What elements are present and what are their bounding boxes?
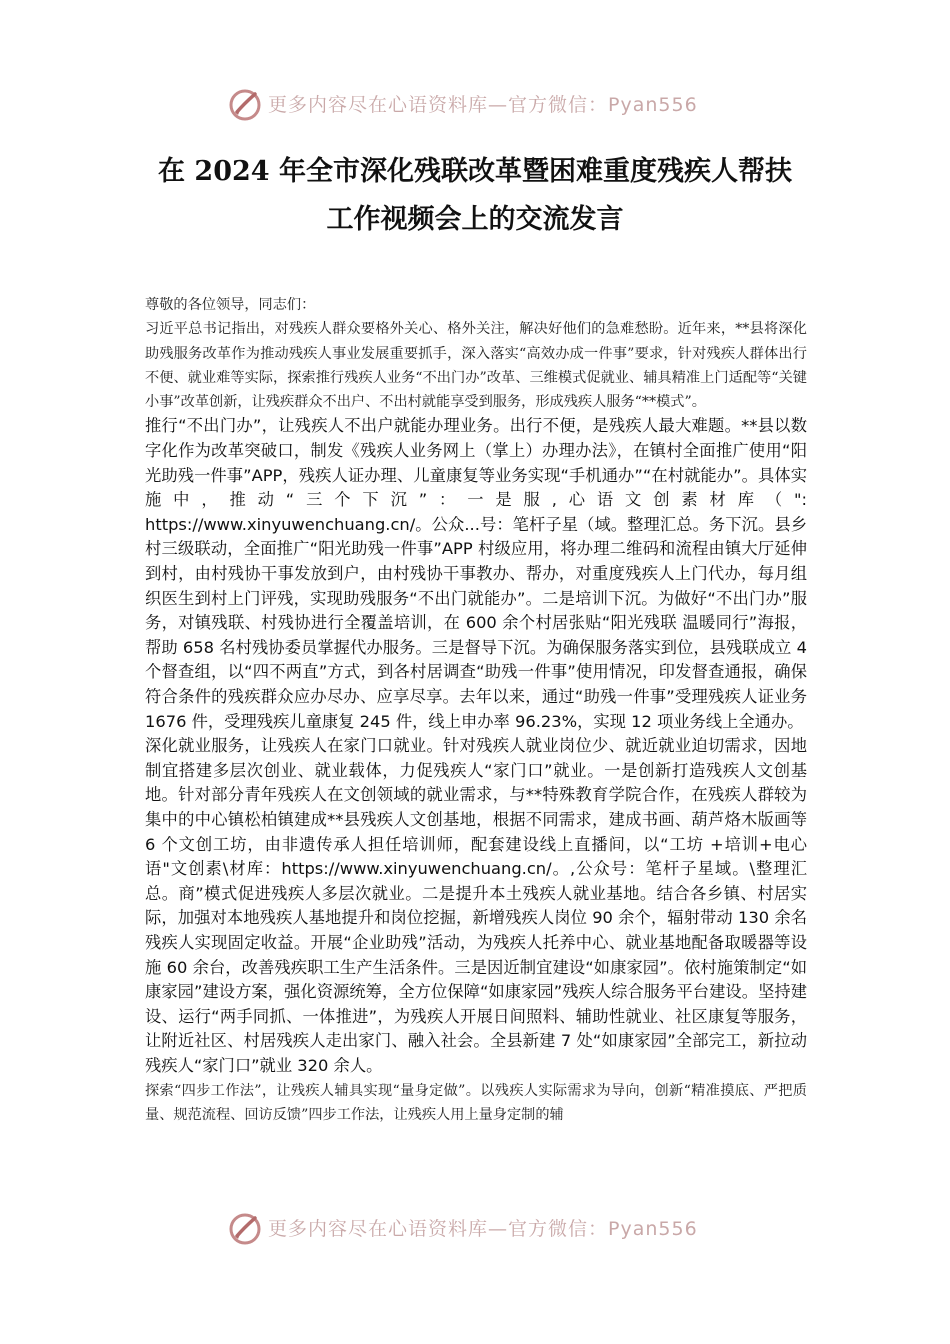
footer-banner: [0, 1210, 950, 1254]
paragraph-four-step: 探索“四步工作法”，让残疾人辅具实现“量身定做”。以残疾人实际需求为导向，创新“精准摸底、严把质量、规范流程、回访反馈”四步工作法，让残疾人用上量身定制的辅: [145, 1082, 807, 1123]
banner-text: 更多内容尽在心语资料库—官方微信：: [268, 1218, 609, 1240]
salutation: 尊敬的各位领导，同志们：: [145, 297, 316, 313]
header-banner: [0, 86, 950, 130]
wechat-id: Pyan556: [608, 1218, 698, 1240]
banner-text: 更多内容尽在心语资料库—官方微信：: [268, 94, 609, 116]
brush-logo-icon: [228, 1212, 262, 1246]
paragraph-remote-service: 推行“不出门办”，让残疾人不出户就能办理业务。出行不便，是残疾人最大难题。**县以数字化作为改革突破口，制发《残疾人业务网上（掌上）办理办法》，在镇村全面推广使用“阳光助残一件事”APP，残疾人证办理、儿童康复等业务实现“手机通办”“在村就能办”。具体实施中，推动“三个下沉”：一是服,心语文创素材库（": https://www.xinyuwenchuang.cn/。公众...号：笔杆子星（域。整理汇总。务下沉。县乡村三级联动，全面推广“阳光助残一件事”APP 村级应用，将办理二维码和流程由镇大厅延伸到村，由村残协干事发放到户，由村残协干事教办、帮办，对重度残疾人上门代办，每月组织医生到村上门评残，实现助残服务“不出门就能办”。二是培训下沉。为做好“不出门办”服务，对镇残联、村残协进行全覆盖培训，在 600 余个村居张贴“阳光残联 温暖同行”海报，帮助 658 名村残协委员掌握代办服务。三是督导下沉。为确保服务落实到位，县残联成立 4 个督查组，以“四不两直”方式，到各村居调查“助残一件事”使用情况，印发督查通报，确保符合条件的残疾群众应办尽办、应享尽享。去年以来，通过“助残一件事”受理残疾人证业务 1676 件，受理残疾儿童康复 245 件，线上申办率 96.23%，实现 12 项业务线上全通办。: [145, 416, 807, 731]
brush-logo-icon: [228, 88, 262, 122]
paragraph-employment: 深化就业服务，让残疾人在家门口就业。针对残疾人就业岗位少、就近就业迫切需求，因地制宜搭建多层次创业、就业载体，力促残疾人“家门口”就业。一是创新打造残疾人文创基地。针对部分青年残疾人在文创领域的就业需求，与**特殊教育学院合作，在残疾人群较为集中的中心镇松柏镇建成**县残疾人文创基地，根据不同需求，建成书画、葫芦烙木版画等 6 个文创工坊，由非遗传承人担任培训师，配套建设线上直播间，以“工坊 +培训+电心语"文创素\材库：https://www.xinyuwenchuang.cn/。,公众号：笔杆子星域。\整理汇总。商”模式促进残疾人多层次就业。二是提升本土残疾人就业基地。结合各乡镇、村居实际，加强对本地残疾人基地提升和岗位挖掘，新增残疾人岗位 90 余个，辐射带动 130 余名残疾人实现固定收益。开展“企业助残”活动，为残疾人托养中心、就业基地配备取暖器等设施 60 余台，改善残疾职工生产生活条件。三是因近制宜建设“如康家园”。依村施策制定“如康家园”建设方案，强化资源统筹，全方位保障“如康家园”残疾人综合服务平台建设。坚持建设、运行“两手同抓、一体推进”，为残疾人开展日间照料、辅助性就业、社区康复等服务，让附近社区、村居残疾人走出家门、融入社会。全县新建 7 处“如康家园”全部完工，新拉动残疾人“家门口”就业 320 余人。: [145, 736, 807, 1075]
paragraph-intro: 习近平总书记指出，对残疾人群众要格外关心、格外关注，解决好他们的急难愁盼。近年来，**县将深化助残服务改革作为推动残疾人事业发展重要抓手，深入落实“高效办成一件事”要求，针对残疾人群体出行不便、就业难等实际，探索推行残疾人业务“不出门办”改革、三维模式促就业、辅具精准上门适配等“关键小事”改革创新，让残疾群众不出户、不出村就能享受到服务，形成残疾人服务“**模式”。: [145, 321, 807, 411]
document-body: [145, 293, 807, 1127]
wechat-id: Pyan556: [608, 94, 698, 116]
document-title-line-1: 在 2024 年全市深化残联改革暨困难重度残疾人帮扶: [158, 156, 792, 187]
document-title-line-2: 工作视频会上的交流发言: [326, 204, 624, 235]
